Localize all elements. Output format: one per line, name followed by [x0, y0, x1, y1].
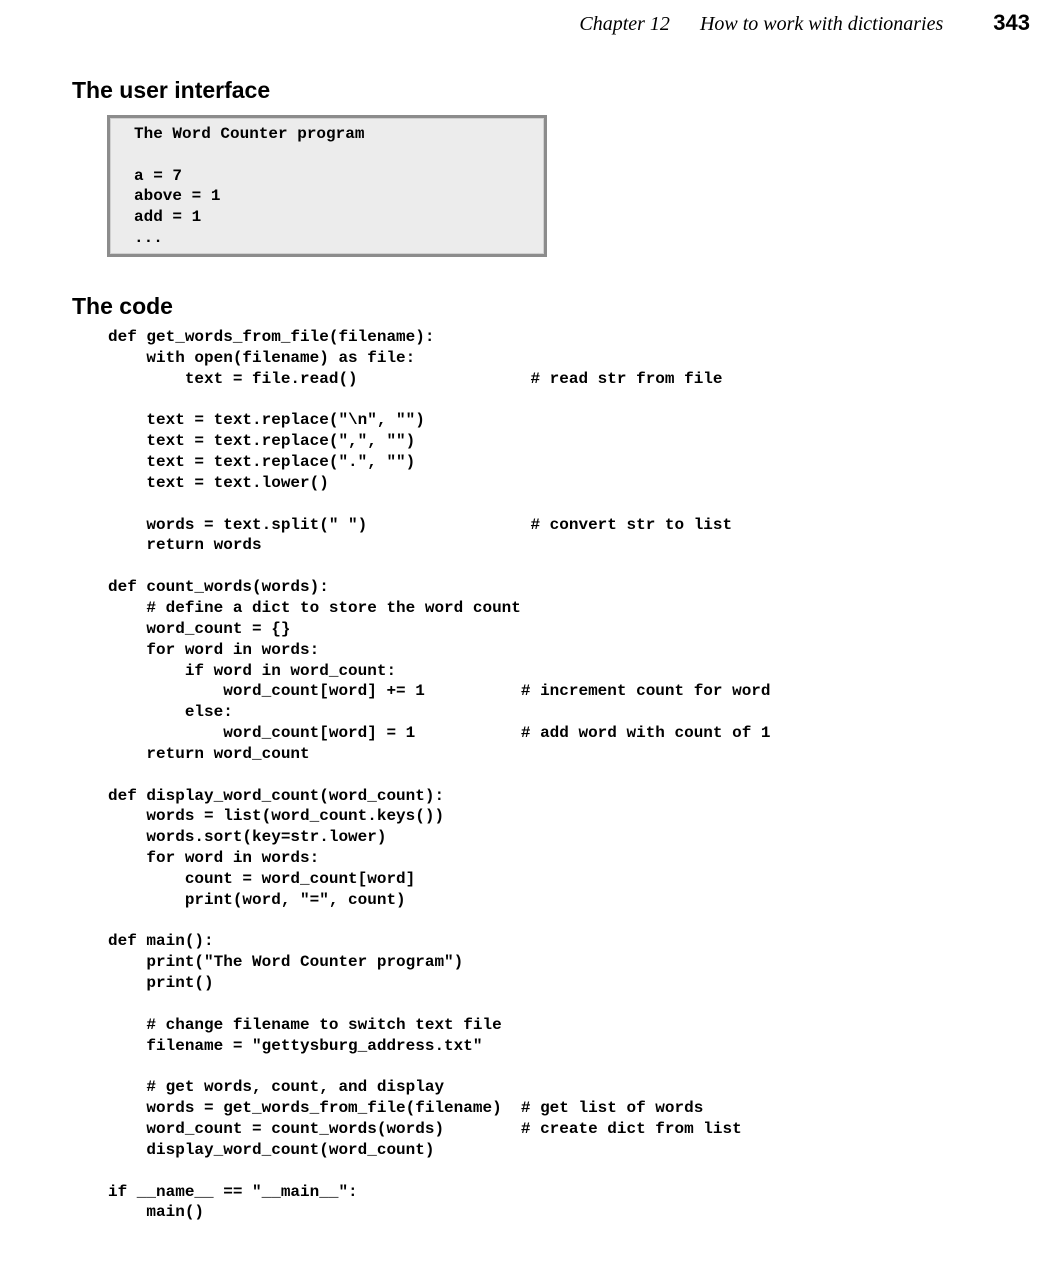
code-line [108, 556, 771, 577]
code-line: print(word, "=", count) [108, 890, 406, 909]
code-line: words = text.split(" ") # convert str to list [108, 515, 733, 534]
code-line: print() [108, 974, 214, 993]
page-header [579, 10, 1030, 36]
code-line: words = get_words_from_file(filename) # get list of words [108, 1099, 704, 1118]
code-line [108, 911, 771, 932]
code-line: word_count = count_words(words) # create dict from list [108, 1120, 742, 1139]
console-output-line: The Word Counter program [134, 125, 365, 143]
code-line: for word in words: [108, 640, 320, 659]
code-line [108, 390, 771, 411]
console-output-box [107, 115, 547, 257]
code-line: text = text.replace(",", "") [108, 432, 416, 451]
code-line: else: [108, 703, 233, 722]
code-line: word_count = {} [108, 619, 291, 638]
code-line: def display_word_count(word_count): [108, 786, 445, 805]
code-line: word_count[word] = 1 # add word with count of 1 [108, 724, 771, 743]
chapter-label: Chapter 12 [579, 13, 670, 35]
code-line: filename = "gettysburg_address.txt" [108, 1036, 483, 1055]
code-section-heading: The code [72, 293, 173, 319]
code-line: return word_count [108, 744, 310, 763]
code-line: return words [108, 536, 262, 555]
code-line: if word in word_count: [108, 661, 397, 680]
code-listing [108, 327, 771, 1223]
code-line: count = word_count[word] [108, 869, 416, 888]
code-line: def count_words(words): [108, 578, 329, 597]
code-line [108, 1161, 771, 1182]
page-number: 343 [993, 10, 1030, 35]
ui-section-heading: The user interface [72, 77, 271, 103]
console-output-line [134, 145, 544, 166]
code-line [108, 494, 771, 515]
console-output-lines [134, 124, 544, 249]
code-line: if __name__ == "__main__": [108, 1182, 358, 1201]
code-line: def get_words_from_file(filename): [108, 328, 435, 346]
code-line: words.sort(key=str.lower) [108, 828, 387, 847]
code-line: for word in words: [108, 849, 320, 868]
code-line: text = file.read() # read str from file [108, 369, 723, 388]
chapter-title: How to work with dictionaries [699, 13, 944, 35]
code-line: word_count[word] += 1 # increment count for word [108, 682, 771, 701]
code-line: with open(filename) as file: [108, 348, 416, 367]
console-output-line: add = 1 [134, 208, 202, 227]
code-line: print("The Word Counter program") [108, 953, 464, 972]
console-output-line: ... [134, 228, 163, 247]
code-line [108, 765, 771, 786]
console-output-line: above = 1 [134, 187, 221, 206]
code-line: main() [108, 1203, 205, 1222]
code-line [108, 994, 771, 1015]
code-line [108, 1057, 771, 1078]
code-line: def main(): [108, 932, 214, 951]
code-line: # change filename to switch text file [108, 1015, 502, 1034]
code-line: words = list(word_count.keys()) [108, 807, 445, 826]
code-line: text = text.replace("\n", "") [108, 411, 425, 430]
code-line: # define a dict to store the word count [108, 598, 521, 617]
console-output-line: a = 7 [134, 166, 183, 185]
code-line: # get words, count, and display [108, 1078, 445, 1097]
code-line: text = text.replace(".", "") [108, 453, 416, 472]
code-line: text = text.lower() [108, 473, 329, 492]
code-line: display_word_count(word_count) [108, 1140, 435, 1159]
